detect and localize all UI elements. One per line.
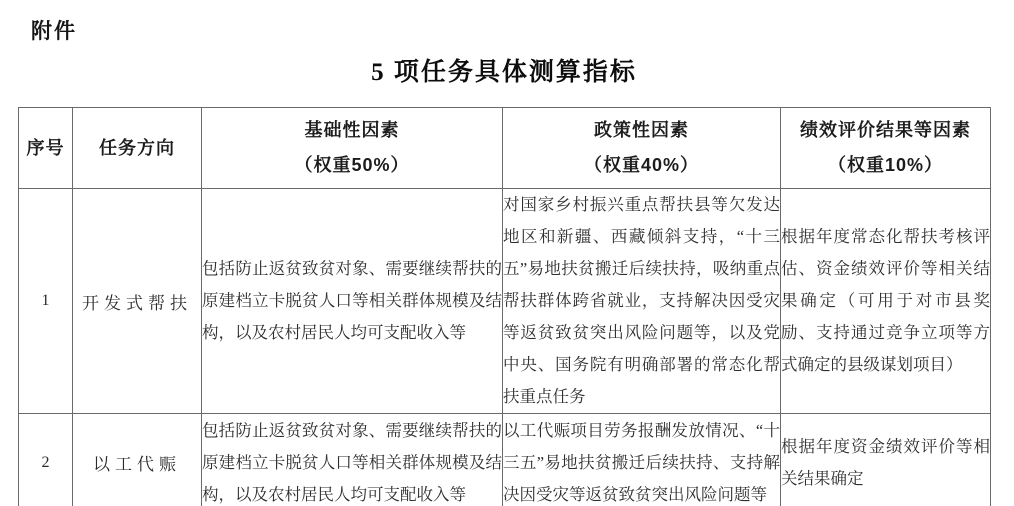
table-header-row [19,108,991,189]
header-label: 序号 [26,137,65,158]
cell-task-direction: 开发式帮扶 [73,189,202,414]
cell-row-index: 1 [19,189,73,414]
cell-performance-factors: 根据年度资金绩效评价等相关结果确定 [781,414,991,506]
header-cell-basic-factors [202,108,503,189]
header-cell-index [19,108,73,189]
attachment-label: 附件 [31,20,77,43]
cell-basic-factors: 包括防止返贫致贫对象、需要继续帮扶的原建档立卡脱贫人口等相关群体规模及结构，以及农村居民人均可支配收入等 [202,189,503,414]
header-label: 任务方向 [99,137,175,158]
cell-row-index: 2 [19,414,73,506]
header-label: 基础性因素 [304,120,400,140]
cell-basic-factors: 包括防止返贫致贫对象、需要继续帮扶的原建档立卡脱贫人口等相关群体规模及结构，以及农村居民人均可支配收入等 [202,414,503,506]
header-cell-policy-factors [503,108,781,189]
cell-performance-factors: 根据年度常态化帮扶考核评估、资金绩效评价等相关结果确定（可用于对市县奖励、支持通过竞争立项等方式确定的县级谋划项目） [781,189,991,414]
page-title: 5 项任务具体测算指标 [371,59,637,86]
cell-task-direction: 以工代赈 [73,414,202,506]
header-label: 绩效评价结果等因素 [800,120,971,140]
table-row-work-relief [19,414,991,506]
header-weight: （权重40%） [583,155,700,175]
calculation-indicators-table [18,107,991,506]
header-cell-performance-factors [781,108,991,189]
header-weight: （权重10%） [827,155,944,175]
header-cell-task [73,108,202,189]
header-label: 政策性因素 [594,120,689,140]
header-weight: （权重50%） [294,155,410,175]
cell-policy-factors: 对国家乡村振兴重点帮扶县等欠发达地区和新疆、西藏倾斜支持，“十三五”易地扶贫搬迁后续扶持，吸纳重点帮扶群体跨省就业，支持解决因受灾等返贫致贫突出风险问题等，以及党中央、国务院有明确部署的常态化帮扶重点任务 [503,189,781,414]
table-row-development-assistance [19,189,991,414]
cell-policy-factors: 以工代赈项目劳务报酬发放情况、“十三五”易地扶贫搬迁后续扶持、支持解决因受灾等返贫致贫突出风险问题等 [503,414,781,506]
